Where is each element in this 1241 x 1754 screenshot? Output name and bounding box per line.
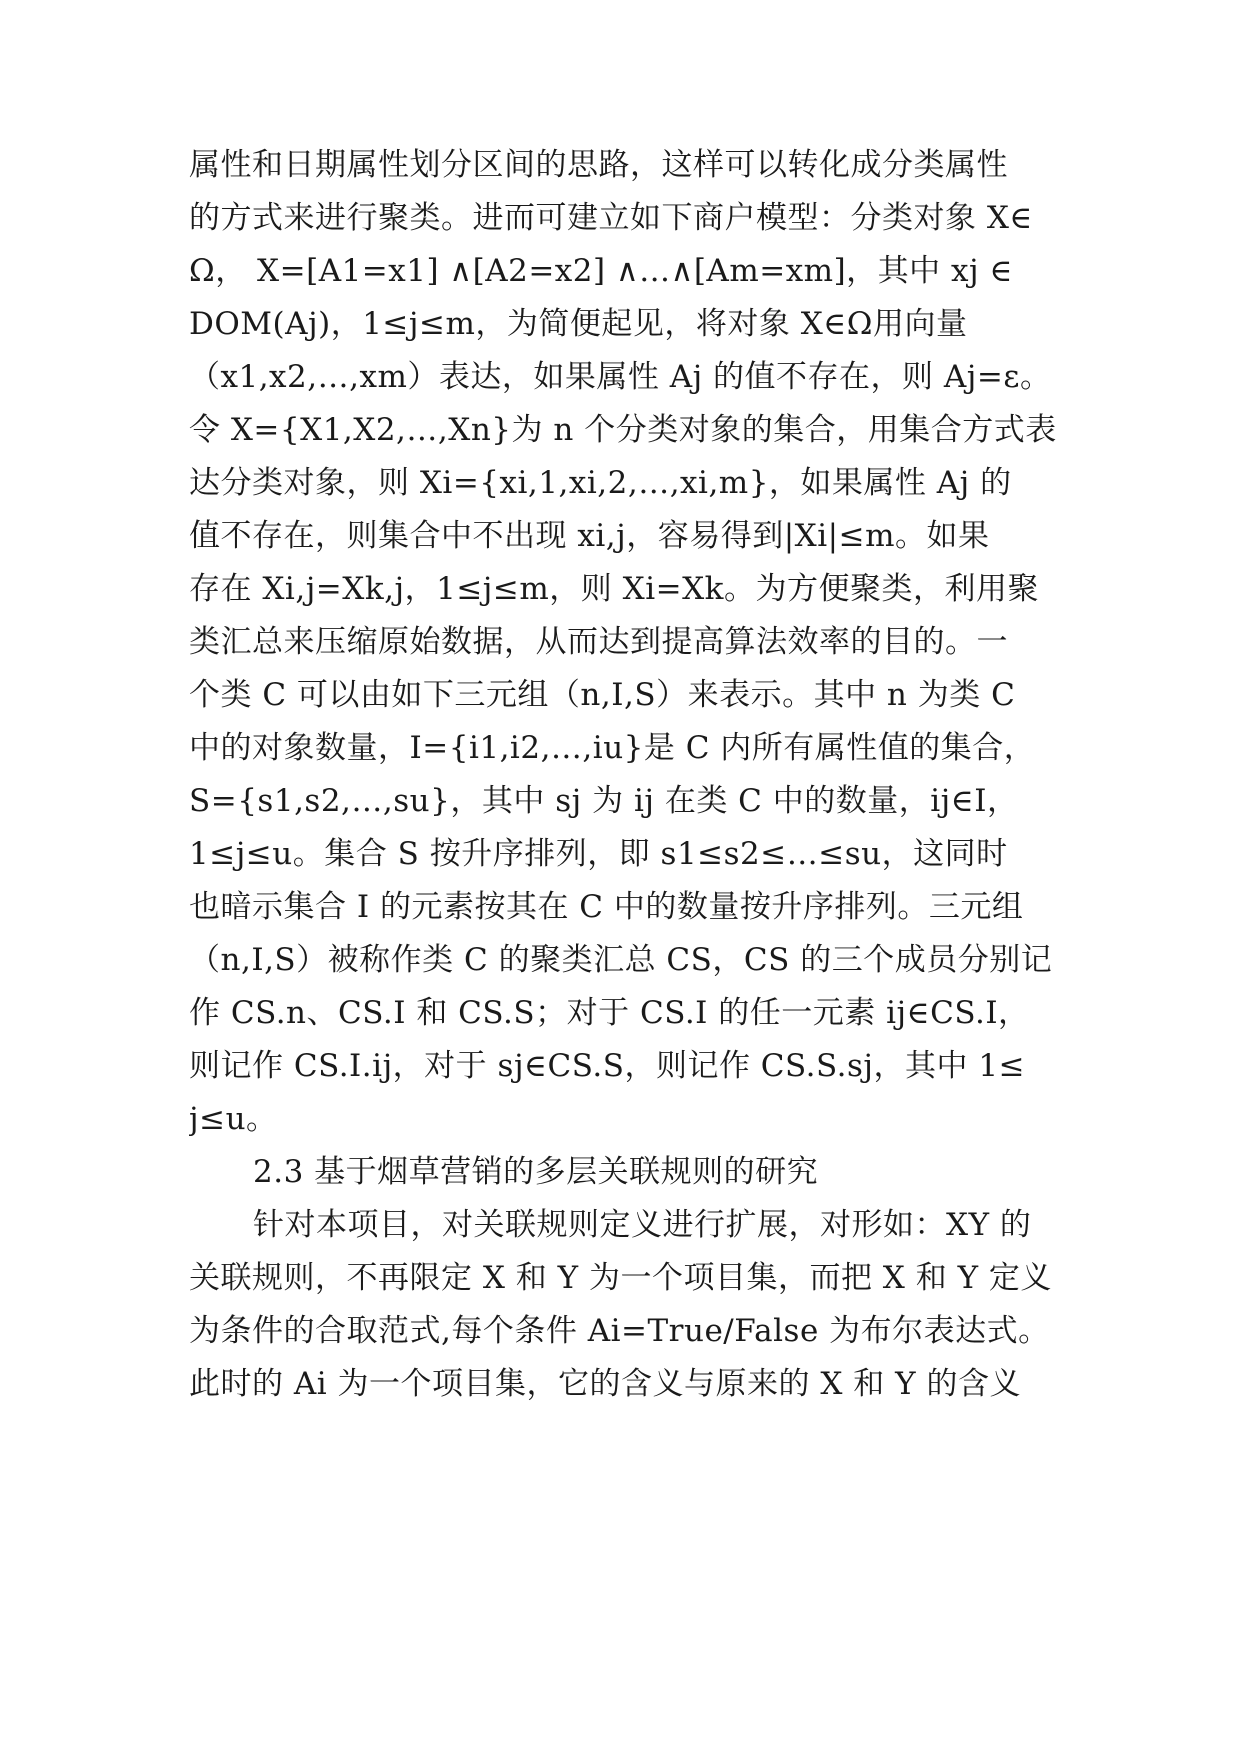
text-line: DOM(Aj)，1≤j≤m，为简便起见，将对象 X∈Ω用向量: [189, 306, 968, 342]
text-line: 针对本项目，对关联规则定义进行扩展，对形如：XY 的: [253, 1207, 1032, 1243]
text-line: 则记作 CS.I.ij，对于 sj∈CS.S，则记作 CS.S.sj，其中 1≤: [189, 1048, 1026, 1084]
text-line: （n,I,S）被称作类 C 的聚类汇总 CS，CS 的三个成员分别记: [189, 942, 1053, 978]
text-line: 作 CS.n、CS.I 和 CS.S；对于 CS.I 的任一元素 ij∈CS.I，: [189, 995, 1030, 1031]
text-line: 类汇总来压缩原始数据，从而达到提高算法效率的目的。一: [189, 624, 1008, 660]
text-line: 此时的 Ai 为一个项目集，它的含义与原来的 X 和 Y 的含义: [189, 1366, 1021, 1402]
text-line: 也暗示集合 I 的元素按其在 C 中的数量按升序排列。三元组: [189, 889, 1024, 925]
text-line: （x1,x2,…,xm）表达，如果属性 Aj 的值不存在，则 Aj=ε。: [189, 359, 1052, 395]
text-line: 属性和日期属性划分区间的思路，这样可以转化成分类属性: [189, 147, 1008, 183]
text-line: 存在 Xi,j=Xk,j，1≤j≤m，则 Xi=Xk。为方便聚类，利用聚: [189, 571, 1039, 607]
section-heading: 2.3 基于烟草营销的多层关联规则的研究: [253, 1154, 819, 1190]
text-line: 达分类对象，则 Xi={xi,1,xi,2,…,xi,m}，如果属性 Aj 的: [189, 465, 1012, 501]
text-line: j≤u。: [189, 1101, 278, 1137]
text-line: 个类 C 可以由如下三元组（n,I,S）来表示。其中 n 为类 C: [189, 677, 1016, 713]
text-line: 为条件的合取范式,每个条件 Ai=True/False 为布尔表达式。: [189, 1313, 1050, 1349]
text-line: 令 X={X1,X2,…,Xn}为 n 个分类对象的集合，用集合方式表: [189, 412, 1057, 448]
text-line: S={s1,s2,…,su}，其中 sj 为 ij 在类 C 中的数量，ij∈I，: [189, 783, 1019, 819]
text-line: Ω， X=[A1=x1] ∧[A2=x2] ∧…∧[Am=xm]，其中 xj ∈: [189, 253, 1013, 289]
text-line: 中的对象数量，I={i1,i2,…,iu}是 C 内所有属性值的集合，: [189, 730, 1036, 766]
text-line: 值不存在，则集合中不出现 xi,j，容易得到|Xi|≤m。如果: [189, 518, 990, 554]
text-line: 的方式来进行聚类。进而可建立如下商户模型：分类对象 X∈: [189, 200, 1033, 236]
text-line: 1≤j≤u。集合 S 按升序排列，即 s1≤s2≤…≤su，这同时: [189, 836, 1008, 872]
text-line: 关联规则，不再限定 X 和 Y 为一个项目集，而把 X 和 Y 定义: [189, 1260, 1052, 1296]
